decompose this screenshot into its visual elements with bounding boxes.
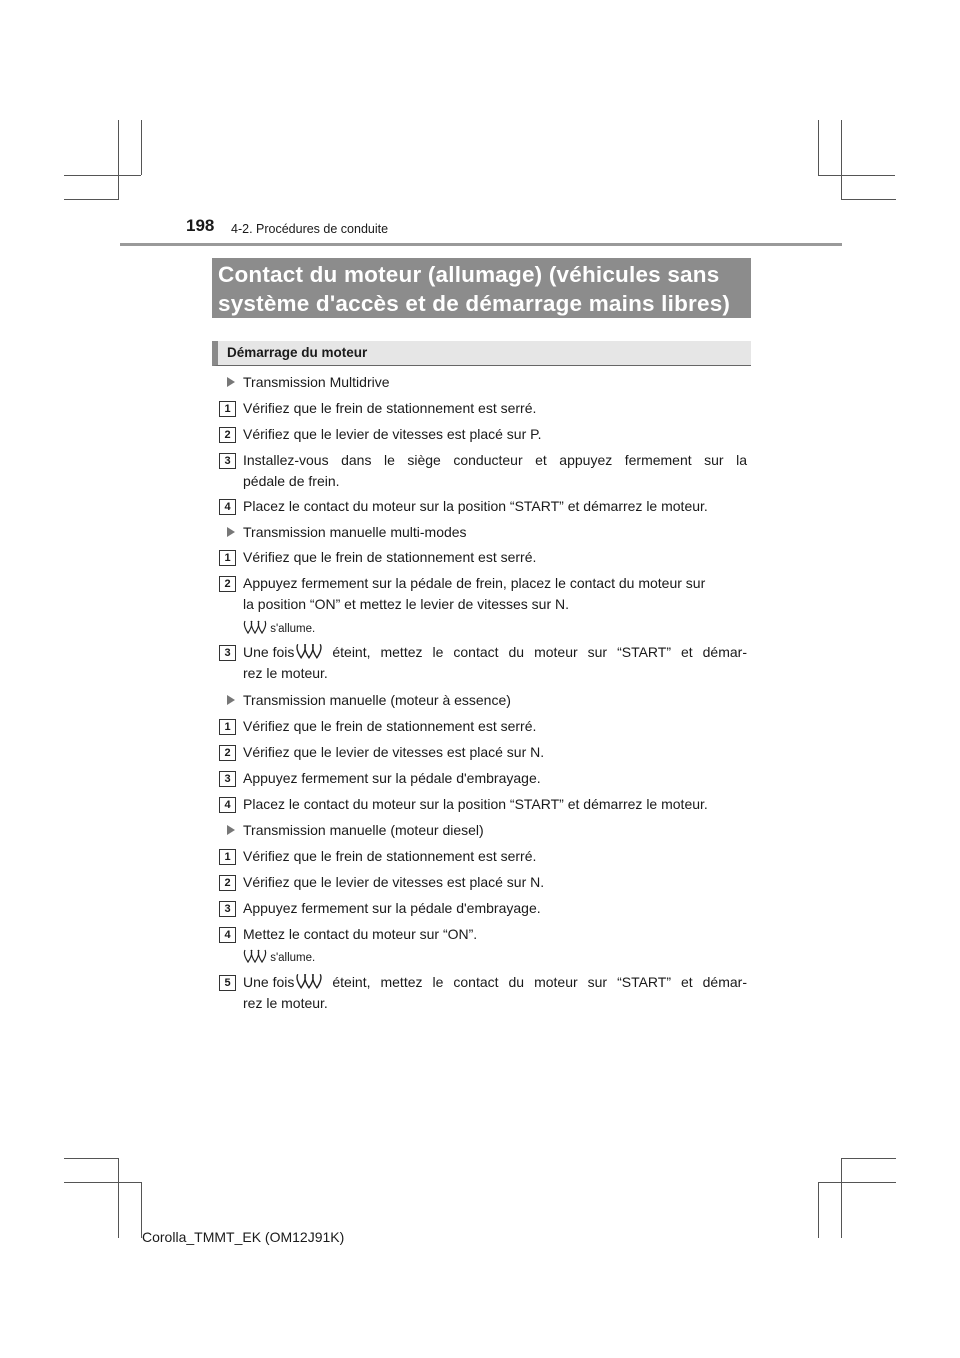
step-number: 1 <box>219 550 236 566</box>
step-number: 3 <box>219 771 236 787</box>
crop-mark <box>841 1158 842 1238</box>
step-text: Appuyez fermement sur la pédale d'embrayage. <box>243 900 541 916</box>
step-text: Appuyez fermement sur la pédale d'embrayage. <box>243 770 541 786</box>
step-number: 3 <box>219 453 236 469</box>
crop-mark <box>118 1158 119 1238</box>
step-text: Mettez le contact du moteur sur “ON”. <box>243 926 478 942</box>
crop-mark <box>64 1158 119 1159</box>
step-number: 4 <box>219 927 236 943</box>
crop-mark <box>64 199 119 200</box>
note-text: s'allume. <box>270 952 316 964</box>
page-number: 198 <box>186 216 215 235</box>
crop-mark <box>841 120 842 200</box>
section-title-line-1: Contact du moteur (allumage) (véhicules sans <box>218 262 720 287</box>
crop-mark <box>141 120 142 175</box>
triangle-bullet-icon <box>227 377 235 387</box>
crop-mark <box>818 175 895 176</box>
crop-mark <box>841 199 896 200</box>
step-text: Vérifiez que le levier de vitesses est placé sur N. <box>243 874 545 890</box>
glow-indicator-icon <box>294 972 324 990</box>
step-number: 3 <box>219 901 236 917</box>
step-number: 2 <box>219 576 236 592</box>
triangle-bullet-icon <box>227 695 235 705</box>
crop-mark <box>64 1182 141 1183</box>
step-text: Une fois éteint, mettez le contact du moteur sur “START” et démar- <box>243 644 747 660</box>
crop-mark <box>64 175 141 176</box>
crop-mark <box>818 1182 819 1238</box>
footer-doc-id: Corolla_TMMT_EK (OM12J91K) <box>142 1229 345 1245</box>
header-divider <box>120 243 842 246</box>
step-number: 1 <box>219 401 236 417</box>
note-text: s'allume. <box>270 623 316 635</box>
step-text: Vérifiez que le frein de stationnement est serré. <box>243 718 537 734</box>
step-text: la position “ON” et mettez le levier de vitesses sur N. <box>243 596 570 612</box>
step-text: Vérifiez que le levier de vitesses est placé sur P. <box>243 426 542 442</box>
step-number: 4 <box>219 499 236 515</box>
step-text: rez le moteur. <box>243 995 328 1011</box>
step-text: Vérifiez que le frein de stationnement est serré. <box>243 400 537 416</box>
step-number: 3 <box>219 645 236 661</box>
step-text: pédale de frein. <box>243 473 340 489</box>
step-text: Placez le contact du moteur sur la position “START” et démarrez le moteur. <box>243 796 708 812</box>
glow-indicator-icon <box>294 642 324 660</box>
crop-mark <box>818 1182 896 1183</box>
triangle-bullet-icon <box>227 527 235 537</box>
step-text: Vérifiez que le frein de stationnement est serré. <box>243 848 537 864</box>
section-title <box>212 258 751 318</box>
step-text: Installez-vous dans le siège conducteur et appuyez fermement sur la <box>243 452 747 468</box>
glow-indicator-icon <box>243 619 267 635</box>
step-text: Placez le contact du moteur sur la position “START” et démarrez le moteur. <box>243 498 708 514</box>
step-number: 2 <box>219 875 236 891</box>
step-text: Vérifiez que le levier de vitesses est placé sur N. <box>243 744 545 760</box>
step-text: Appuyez fermement sur la pédale de frein, placez le contact du moteur sur <box>243 575 706 591</box>
step-text: Vérifiez que le frein de stationnement est serré. <box>243 549 537 565</box>
section-title-line-2: système d'accès et de démarrage mains libres) <box>218 291 731 316</box>
step-number: 1 <box>219 849 236 865</box>
crop-mark <box>118 120 119 200</box>
triangle-bullet-icon <box>227 825 235 835</box>
subheading-label: Démarrage du moteur <box>227 345 368 360</box>
step-number: 5 <box>219 975 236 991</box>
crop-mark <box>818 120 819 175</box>
step-text: Une fois éteint, mettez le contact du moteur sur “START” et démar- <box>243 974 747 990</box>
step-text: rez le moteur. <box>243 665 328 681</box>
step-number: 1 <box>219 719 236 735</box>
chapter-title: 4-2. Procédures de conduite <box>231 222 389 236</box>
glow-indicator-icon <box>243 948 267 964</box>
step-number: 2 <box>219 745 236 761</box>
step-number: 4 <box>219 797 236 813</box>
step-number: 2 <box>219 427 236 443</box>
subheading <box>212 341 751 366</box>
crop-mark <box>841 1158 896 1159</box>
